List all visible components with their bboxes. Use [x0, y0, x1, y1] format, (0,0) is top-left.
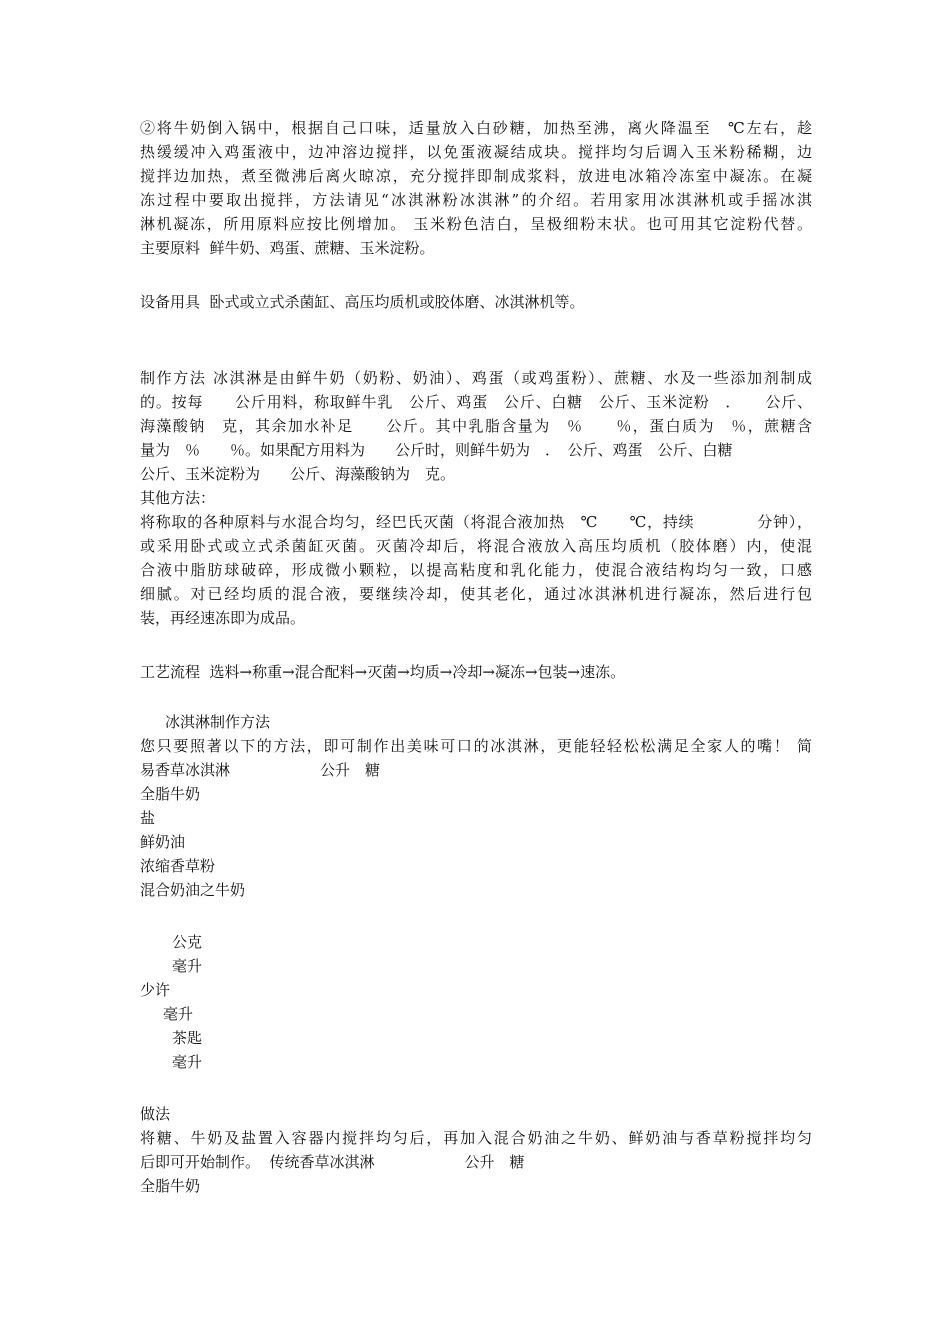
text-line: 热缓缓冲入鸡蛋液中，边冲溶边搅拌，以免蛋液凝结成块。搅拌均匀后调入玉米粉稀糊，边	[140, 143, 812, 161]
text-line: 公斤、玉米淀粉为 公斤、海藻酸钠为 克。	[140, 465, 456, 483]
text-line: 冻过程中要取出搅拌，方法请见“冰淇淋粉冰淇淋”的介绍。若用家用冰淇淋机或手摇冰淇	[140, 191, 812, 209]
text-line: 海藻酸钠 克，其余加水补足 公斤。其中乳脂含量为 ％ ％，蛋白质为 ％，蔗糖含	[140, 417, 812, 435]
ingredient-name: 全脂牛奶	[140, 785, 201, 803]
ingredient-unit: 少许	[140, 981, 171, 999]
ingredient-name: 浓缩香草粉	[140, 857, 216, 875]
text-line: 将糖、牛奶及盐置入容器内搅拌均匀后，再加入混合奶油之牛奶、鲜奶油与香草粉搅拌均匀	[140, 1129, 812, 1147]
ingredient-name: 鲜奶油	[140, 833, 186, 851]
text-line: 搅拌边加热，煮至微沸后离火晾凉，充分搅拌即制成浆料，放进电冰箱冷冻室中凝冻。在凝	[140, 167, 812, 185]
text-line: ②将牛奶倒入锅中，根据自己口味，适量放入白砂糖，加热至沸，离火降温至 ℃左右，趁	[140, 119, 812, 137]
text-line: 将称取的各种原料与水混合均匀，经巴氏灭菌（将混合液加热 ℃ ℃，持续 分钟），	[140, 513, 812, 531]
text-line: 主要原料 鲜牛奶、鸡蛋、蔗糖、玉米淀粉。	[140, 239, 435, 257]
ingredient-name: 全脂牛奶	[140, 1177, 201, 1195]
text-line: 淋机凝冻，所用原料应按比例增加。 玉米粉色洁白，呈极细粉末状。也可用其它淀粉代替。	[140, 215, 812, 233]
text-line: 合液中脂肪球破碎，形成微小颗粒，以提高粘度和乳化能力，使混合液结构均匀一致，口感	[140, 561, 812, 579]
ingredient-unit: 毫升	[172, 957, 203, 975]
text-line: 的。按每 公斤用料，称取鲜牛乳 公斤、鸡蛋 公斤、白糖 公斤、玉米淀粉 ． 公斤、	[140, 393, 812, 411]
text-line: 工艺流程 选料→称重→混合配料→灭菌→均质→冷却→凝冻→包装→速冻。	[140, 663, 626, 681]
text-line: 量为 ％ ％。如果配方用料为 公斤时，则鲜牛奶为 ． 公斤、鸡蛋 公斤、白糖	[140, 441, 733, 459]
text-line: 制作方法 冰淇淋是由鲜牛奶（奶粉、奶油）、鸡蛋（或鸡蛋粉）、蔗糖、水及一些添加剂制成	[140, 369, 812, 387]
text-line: 其他方法：	[140, 489, 216, 507]
ingredient-unit: 茶匙	[172, 1029, 203, 1047]
text-line: 后即可开始制作。 传统香草冰淇淋 公升 糖	[140, 1153, 525, 1171]
text-line: 易香草冰淇淋 公升 糖	[140, 761, 381, 779]
ingredient-unit: 毫升	[172, 1053, 203, 1071]
text-line: 您只要照著以下的方法，即可制作出美味可口的冰淇淋，更能轻轻松松满足全家人的嘴！ 简	[140, 737, 812, 755]
ingredient-unit: 公克	[172, 933, 203, 951]
text-line: 或采用卧式或立式杀菌缸灭菌。灭菌冷却后，将混合液放入高压均质机（胶体磨）内，使混	[140, 537, 812, 555]
ingredient-name: 混合奶油之牛奶	[140, 881, 246, 899]
section-heading: 做法	[140, 1105, 171, 1123]
section-heading: 冰淇淋制作方法	[165, 713, 271, 731]
ingredient-name: 盐	[140, 809, 156, 827]
ingredient-unit: 毫升	[163, 1005, 194, 1023]
text-line: 细腻。对已经均质的混合液，要继续冷却，使其老化，通过冰淇淋机进行凝冻，然后进行包	[140, 585, 812, 603]
text-line: 装，再经速冻即为成品。	[140, 609, 306, 627]
text-line: 设备用具 卧式或立式杀菌缸、高压均质机或胶体磨、冰淇淋机等。	[140, 293, 585, 311]
